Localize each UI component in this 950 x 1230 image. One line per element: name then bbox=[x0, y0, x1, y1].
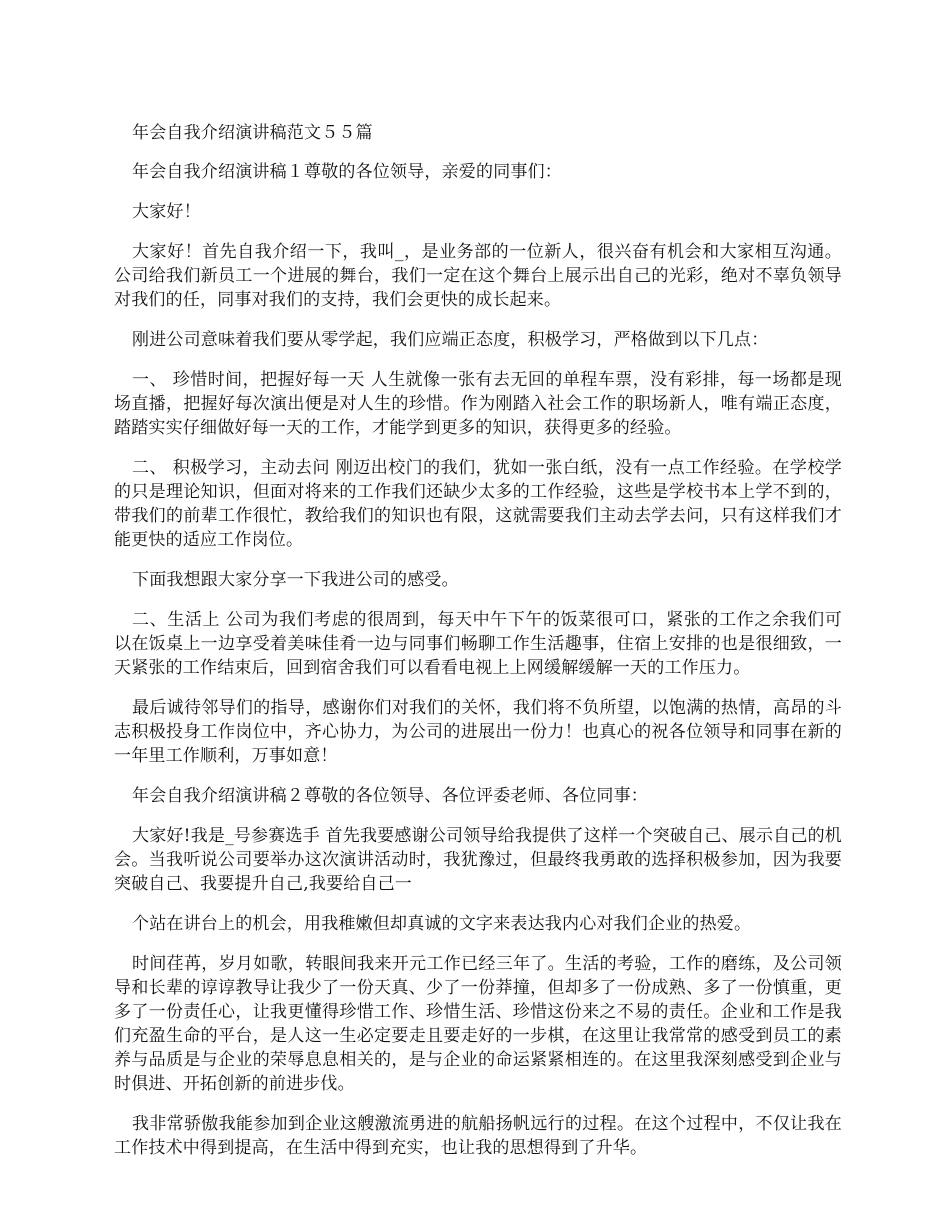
document-title: 年会自我介绍演讲稿范文５５篇 bbox=[132, 123, 373, 143]
paragraph-pride: 我非常骄傲我能参加到企业这艘激流勇进的航船扬帆远行的过程。在这个过程中，不仅让我在工作技术中得到提高，在生活中得到充实，也让我的思想得到了升华。 bbox=[114, 1114, 842, 1158]
paragraph-life: 二、生活上 公司为我们考虑的很周到，每天中午下午的饭菜很可口，紧张的工作之余我们可以在饭桌上一边享受着美味佳肴一边与同事们畅聊工作生活趣事，住宿上安排的也是很细致，一天紧张的工作结束后，回到宿舍我们可以看看电视上上网缓解缓解一天的工作压力。 bbox=[114, 610, 842, 678]
greeting: 大家好！ bbox=[132, 202, 201, 222]
paragraph-attitude: 刚进公司意味着我们要从零学起，我们应端正态度，积极学习，严格做到以下几点： bbox=[132, 330, 769, 350]
paragraph-share: 下面我想跟大家分享一下我进公司的感受。 bbox=[132, 570, 459, 590]
paragraph-time: 时间荏苒，岁月如歌，转眼间我来开元工作已经三年了。生活的考验，工作的磨练，及公司领导和长辈的谆谆教导让我少了一份天真、少了一份莽撞，但却多了一份成熟、多了一份慎重，更多了一份责任心，让我更懂得珍惜工作、珍惜生活、珍惜这份来之不易的责任。企业和工作是我们充盈生命的平台，是人这一生必定要走且要走好的一步棋，在这里让我常常的感受到员工的素养与品质是与企业的荣辱息息相关的，是与企业的命运紧紧相连的。在这里我深刻感受到企业与时俱进、开拓创新的前进步伐。 bbox=[114, 954, 842, 1094]
paragraph-stage: 个站在讲台上的机会，用我稚嫩但却真诚的文字来表达我内心对我们企业的热爱。 bbox=[132, 914, 752, 934]
paragraph-point-2: 二、 积极学习，主动去问 刚迈出校门的我们，犹如一张白纸，没有一点工作经验。在学校学的只是理论知识，但面对将来的工作我们还缺少太多的工作经验，这些是学校书本上学不到的，带我们的前辈工作很忙，教给我们的知识也有限，这就需要我们主动去学去问，只有这样我们才能更快的适应工作岗位。 bbox=[114, 458, 842, 550]
speech-2-heading: 年会自我介绍演讲稿２尊敬的各位领导、各位评委老师、各位同事： bbox=[132, 786, 648, 806]
speech-1-heading: 年会自我介绍演讲稿１尊敬的各位领导，亲爱的同事们： bbox=[132, 162, 562, 182]
paragraph-point-1: 一、 珍惜时间，把握好每一天 人生就像一张有去无回的单程车票，没有彩排，每一场都是现场直播，把握好每次演出便是对人生的珍惜。作为刚踏入社会工作的职场新人，唯有端正态度，踏踏实实仔细做好每一天的工作，才能学到更多的知识，获得更多的经验。 bbox=[114, 370, 842, 438]
paragraph-contestant: 大家好!我是_号参赛选手 首先我要感谢公司领导给我提供了这样一个突破自己、展示自己的机会。当我听说公司要举办这次演讲活动时，我犹豫过，但最终我勇敢的选择积极参加，因为我要突破自己、我要提升自己,我要给自己一 bbox=[114, 826, 842, 894]
paragraph-intro: 大家好！首先自我介绍一下，我叫_，是业务部的一位新人，很兴奋有机会和大家相互沟通。公司给我们新员工一个进展的舞台，我们一定在这个舞台上展示出自己的光彩，绝对不辜负领导对我们的任，同事对我们的支持，我们会更快的成长起来。 bbox=[114, 242, 842, 310]
paragraph-closing: 最后诚待邻导们的指导，感谢你们对我们的关怀，我们将不负所望，以饱满的热情，高昂的斗志积极投身工作岗位中，齐心协力，为公司的进展出一份力！也真心的祝各位领导和同事在新的一年里工作顺利，万事如意！ bbox=[114, 698, 842, 766]
document-body bbox=[114, 121, 842, 1176]
